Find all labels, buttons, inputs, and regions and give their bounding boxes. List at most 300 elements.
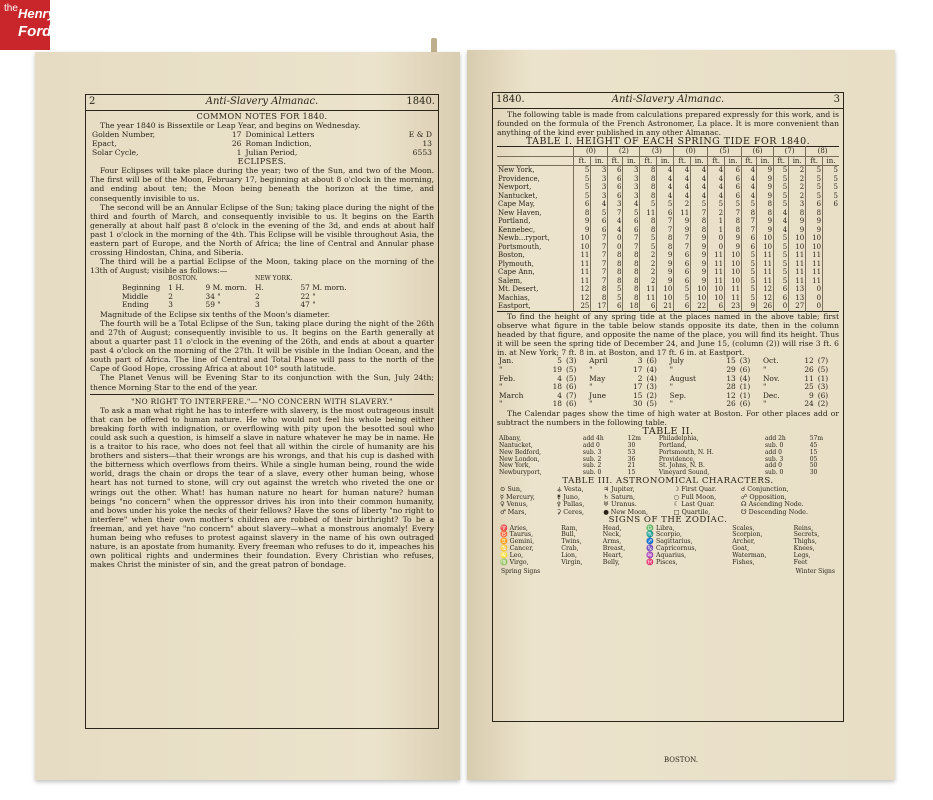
tide-cell: 10: [574, 234, 591, 243]
tide-cell: Eastport,: [498, 302, 531, 311]
tide-column-header: (7): [774, 147, 806, 157]
tide-cell: 5: [742, 294, 757, 303]
eclipse-cell: 22 ": [300, 291, 316, 301]
table3-cell: ☌ Conjunction,: [740, 485, 789, 494]
tide-row: [497, 217, 839, 226]
tide-cell: 11: [725, 285, 742, 294]
notes-cell: 6553: [412, 148, 432, 158]
tide-cell: 4: [657, 192, 674, 201]
tide-cell: 9: [742, 302, 757, 311]
tide-cell: 8: [591, 285, 608, 294]
tide-cell: 10: [757, 234, 774, 243]
tide-cell: [823, 226, 839, 235]
table2-cell: sub. 3: [764, 455, 784, 463]
tide-cell: Cape May,: [498, 200, 535, 209]
table3-cell: ♃ Jupiter,: [603, 485, 635, 494]
tide-cell: Boston,: [498, 251, 525, 260]
tide-unit-header: in.: [657, 156, 674, 166]
calendar-cell: 15: [633, 390, 643, 400]
calendar-cell: 12: [726, 390, 736, 400]
eclipse-header-cell: BOSTON.: [168, 275, 198, 283]
tide-cell: 7: [591, 234, 608, 243]
notes-cell: E & D: [408, 130, 432, 140]
tide-unit-header: ft.: [742, 156, 757, 166]
tide-table: [497, 146, 839, 312]
left-year: 1840.: [406, 96, 435, 107]
eclipse-cell: 47 ": [300, 300, 316, 310]
tide-cell: 7: [725, 209, 742, 218]
tide-cell: 10: [574, 243, 591, 252]
tide-cell: Portland,: [498, 217, 531, 226]
calendar-cell: 30: [633, 399, 643, 409]
table3-cell: ⚳ Ceres,: [556, 507, 585, 516]
tide-cell: 5: [742, 200, 757, 209]
table3-cell: ● New Moon,: [603, 507, 649, 516]
tide-cell: 5: [823, 175, 839, 184]
table2-cell: Providence,: [658, 455, 695, 463]
tide-cell: 8: [640, 175, 657, 184]
tide-cell: 8: [623, 294, 640, 303]
tide-cell: 8: [591, 294, 608, 303]
tide-cell: 12: [757, 294, 774, 303]
tide-cell: 4: [742, 175, 757, 184]
tide-cell: 4: [657, 166, 674, 175]
calendar-note: The Calendar pages show the time of high water at Boston. For other places add or subtract the numbers in the following table.: [497, 408, 839, 427]
table2-cell: New Bedford,: [499, 448, 542, 456]
tide-cell: Salem,: [498, 276, 523, 285]
tide-cell: 22: [691, 302, 708, 311]
tide-cell: 5: [640, 200, 657, 209]
tide-cell: 7: [591, 260, 608, 269]
tide-row: [497, 251, 839, 260]
table2-cell: 21: [627, 462, 636, 470]
tide-row: [497, 200, 839, 209]
eclipse-cell: 34 ": [205, 291, 221, 301]
essay-paragraph: To ask a man what right he has to interfere with slavery, is the most outrageous insult that can be offered to human nature. He who would not feel his whole being either breaking forth with indignation, or overflowing with pity upon the besotted soul who could ask such a question, is himself a slave in nature whatever he may be in name. He is a traitor to his race, who does not feel that all within the circle of humanity are his brothers and sisters—that their wrongs are his wrongs, and that his cup is dashed with the bitterness which overflows from theirs. While a single human being, round the wide world, drags the chain or drops the tear of a slave, every other human being, whose heart has not turned to stone, will cry out against the wretch who riveted the one or wrings out the other. What! has human nature no heart for human nature? human beings "no concern" when the oppressor drives his iron into their common humanity, and bows under his yoke the necks of their fellows? Have the sons of liberty "no right to interfere" when their own mother's children are robbed of their birthright? To be a freeman, and yet have "no concern" about slavery—what a monstrous anomaly! Every human being who refuses to protest against slavery in the name of his own outraged nature, is an apostate from humanity. Every freeman who refuses to do it, impeaches his own political rights and undermines their foundation. Every Christian who refuses, makes Christ the minister of sin, and the great patron of bondage.: [90, 405, 434, 570]
tide-cell: 12: [574, 294, 591, 303]
eclipse-paragraph: The third will be a partial Eclipse of the Moon, taking place on the morning of the 13th of August; visible as follows:—: [90, 257, 434, 276]
calendar-cell: (2): [817, 399, 829, 409]
tide-cell: 5: [591, 209, 608, 218]
zodiac-cell: Neck,: [602, 531, 622, 539]
eclipse-paragraph: Four Eclipses will take place during the year; two of the Sun, and two of the Moon. The first will be of the Moon, February 17, beginning at about 8 o'clock in the morning, and ending about ten; the Moon being beneath the horizon at the time, and consequently invisible to us.: [90, 166, 434, 203]
eclipse-cell: 1 H.: [168, 283, 185, 292]
table3-row: [497, 486, 839, 494]
calendar-cell: (5): [646, 399, 657, 409]
winter-signs-label: Winter Signs: [795, 567, 835, 575]
tide-row: [497, 166, 839, 175]
calendar-cell: (5): [565, 373, 577, 383]
tide-cell: 4: [691, 175, 708, 184]
tide-cell: 17: [591, 302, 608, 311]
calendar-cell: 18: [552, 399, 562, 409]
calendar-row: [497, 357, 839, 366]
tide-cell: 6: [623, 217, 640, 226]
tide-cell: 11: [640, 294, 657, 303]
tide-cell: Machias,: [498, 293, 530, 302]
tide-intro: The following table is made from calculations prepared expressly for this work, and is founded on the formula of the French Astronomer, La place. It is more convenient than anything of the kind ever published in any other Almanac.: [497, 110, 839, 138]
tide-cell: 9: [757, 192, 774, 201]
tide-cell: 11: [806, 268, 823, 277]
calendar-cell: (3): [739, 356, 751, 366]
tide-cell: 9: [806, 226, 823, 235]
tide-cell: 5: [574, 192, 591, 201]
tide-cell: 6: [742, 243, 757, 252]
table2-cell: 05: [809, 455, 818, 463]
tide-cell: 3: [623, 192, 640, 201]
tide-cell: 5: [640, 243, 657, 252]
table2-cell: Newburyport,: [499, 469, 542, 477]
table2-cell: 45: [809, 441, 818, 449]
tide-cell: 8: [640, 226, 657, 235]
tide-unit-header: ft.: [608, 156, 623, 166]
tide-cell: 8: [789, 209, 806, 218]
eclipse-cell: 9 M. morn.: [205, 283, 247, 292]
eclipse-paragraph: The second will be an Annular Eclipse of the Sun; taking place during the night of the third and fourth of March, and consequently invisible to us. It begins on the Earth generally at about half past 8 o'clock in the evening of the 3d, and ends at about half past 1 o'clock in the morning of the 4th. This Eclipse will be visible throughout Asia, the eastern part of Europe, and the North of Africa; the line of Central and Annular phase crossing Hindostan, China, and Siberia.: [90, 202, 434, 258]
tide-cell: 4: [774, 209, 789, 218]
tide-cell: 8: [742, 209, 757, 218]
tide-cell: 10: [708, 294, 725, 303]
calendar-cell: (6): [565, 382, 577, 392]
tide-cell: 6: [674, 277, 691, 286]
calendar-cell: Nov.: [762, 373, 780, 383]
tide-cell: 13: [789, 294, 806, 303]
tide-cell: [823, 268, 839, 277]
calendar-row: [497, 383, 839, 392]
calendar-cell: August: [669, 373, 696, 383]
zodiac-cell: Knees,: [793, 545, 815, 553]
tide-cell: 11: [640, 285, 657, 294]
tide-cell: 2: [789, 166, 806, 175]
tide-cell: 9: [757, 166, 774, 175]
tide-cell: 9: [757, 217, 774, 226]
tide-cell: 0: [806, 294, 823, 303]
tide-cell: 5: [806, 183, 823, 192]
zodiac-cell: Virgin,: [561, 559, 583, 567]
calendar-cell: 18: [552, 382, 562, 392]
logo-henry: Henry: [18, 6, 55, 21]
tide-cell: 4: [691, 192, 708, 201]
tide-row: [497, 183, 839, 192]
tide-cell: Nantucket,: [498, 191, 538, 200]
logo-the: the: [4, 3, 18, 14]
tide-cell: 4: [742, 192, 757, 201]
tide-cell: 2: [708, 209, 725, 218]
tide-cell: 9: [789, 217, 806, 226]
tide-cell: 11: [806, 251, 823, 260]
tide-cell: 4: [708, 183, 725, 192]
table2-cell: 53: [627, 448, 636, 456]
zodiac-cell: ♓ Pisces,: [646, 559, 678, 567]
tide-cell: 7: [591, 268, 608, 277]
calendar-cell: Feb.: [499, 373, 516, 383]
tide-cell: 11: [708, 277, 725, 286]
calendar-cell: (2): [646, 390, 657, 400]
tide-cell: 11: [640, 209, 657, 218]
zodiac-cell: ♊ Gemini,: [500, 538, 535, 546]
tide-cell: 11: [674, 209, 691, 218]
tide-cell: 8: [623, 277, 640, 286]
tide-cell: 5: [657, 200, 674, 209]
tide-cell: 5: [774, 200, 789, 209]
tide-cell: New Haven,: [498, 208, 542, 217]
notes-cell: Golden Number,: [92, 130, 156, 140]
calendar-cell: 4: [557, 373, 562, 383]
table3: [497, 486, 839, 516]
table3-cell: ☋ Descending Node.: [740, 507, 808, 516]
calendar-cell: 2: [637, 373, 643, 383]
zodiac-cell: ♐ Sagittarius,: [646, 538, 693, 546]
zodiac-cell: Belly,: [602, 559, 620, 567]
zodiac-heading: SIGNS OF THE ZODIAC.: [608, 515, 728, 526]
zodiac-cell: Scorpion,: [732, 531, 763, 539]
tide-row: [497, 277, 839, 286]
zodiac-cell: Head,: [602, 524, 622, 532]
tide-cell: 10: [789, 243, 806, 252]
notes-cell: 13: [422, 139, 432, 149]
tide-row: [497, 226, 839, 235]
tide-cell: 11: [574, 268, 591, 277]
calendar-cell: 17: [633, 382, 643, 392]
table2-cell: 36: [627, 455, 636, 463]
tide-cell: 3: [591, 175, 608, 184]
calendar-cell: (6): [817, 390, 829, 400]
tide-cell: 5: [574, 183, 591, 192]
table1-heading: TABLE I. HEIGHT OF EACH SPRING TIDE FOR 1840.: [525, 136, 811, 148]
tide-cell: 7: [742, 217, 757, 226]
tide-cell: 25: [574, 302, 591, 311]
tide-cell: 8: [640, 192, 657, 201]
tide-cell: 2: [789, 183, 806, 192]
tide-cell: 3: [623, 183, 640, 192]
tide-cell: 5: [742, 277, 757, 286]
tide-cell: 8: [608, 268, 623, 277]
calendar-cell: 28: [726, 382, 736, 392]
calendar-row: [497, 375, 839, 384]
tide-row: [497, 260, 839, 269]
table2-cell: add 0: [764, 448, 782, 456]
table3-cell: ♂ Mars,: [500, 507, 527, 516]
table2-cell: sub. 2: [582, 462, 602, 470]
tide-cell: 5: [823, 166, 839, 175]
tide-unit-header: ft.: [574, 156, 591, 166]
tide-cell: [823, 277, 839, 286]
tide-cell: Mt. Desert,: [498, 285, 539, 294]
tide-cell: 8: [608, 251, 623, 260]
calendar-cell: (1): [817, 373, 829, 383]
tide-cell: 0: [708, 243, 725, 252]
tide-cell: 2: [640, 268, 657, 277]
tide-cell: 8: [623, 285, 640, 294]
table2-cell: sub. 0: [764, 441, 784, 449]
tide-cell: 5: [774, 260, 789, 269]
tide-cell: 6: [608, 183, 623, 192]
eclipse-cell: Beginning: [122, 283, 161, 292]
tide-cell: 8: [640, 183, 657, 192]
zodiac-cell: Feet: [793, 559, 808, 567]
tide-cell: 3: [623, 166, 640, 175]
almanac-spread: [30, 38, 910, 793]
tide-cell: Cape Ann,: [498, 268, 535, 277]
table3-cell: ☽ First Quar.: [673, 485, 717, 494]
tide-cell: 9: [691, 268, 708, 277]
tide-unit-header: in.: [823, 156, 839, 166]
tide-cell: 9: [674, 217, 691, 226]
calendar-cell: ": [762, 364, 767, 374]
notes-cell: Roman Indiction,: [245, 139, 312, 149]
left-running-header: [86, 95, 438, 111]
table3-cell: ⚶ Vesta,: [556, 485, 584, 494]
calendar-cell: Oct.: [762, 356, 779, 366]
tide-cell: 8: [757, 200, 774, 209]
tide-cell: 18: [623, 302, 640, 311]
tide-cell: [823, 217, 839, 226]
zodiac-cell: Crab,: [561, 545, 579, 553]
zodiac-cell: ♉ Taurus,: [500, 531, 534, 539]
tide-cell: 1: [708, 217, 725, 226]
tide-cell: 11: [574, 251, 591, 260]
table2-cell: Portsmouth, N. H.: [658, 448, 714, 456]
calendar-cell: April: [589, 356, 608, 366]
calendar-cell: (4): [739, 373, 751, 383]
right-running-header: [493, 93, 843, 109]
tide-cell: 4: [708, 166, 725, 175]
table2-cell: sub. 2: [582, 455, 602, 463]
table3-cell: ☾ Last Quar.: [673, 500, 715, 509]
notes-cell: 26: [231, 139, 242, 149]
left-page-frame: [85, 94, 439, 729]
tide-cell: 7: [591, 277, 608, 286]
tide-cell: 9: [574, 226, 591, 235]
left-page: [35, 52, 460, 780]
zodiac-cell: Breast,: [602, 545, 626, 553]
eclipse-cell: 2: [168, 291, 173, 301]
table2-cell: Albany,: [499, 435, 522, 443]
eclipse-row: [118, 293, 351, 302]
tide-cell: 4: [774, 226, 789, 235]
notes-table: [90, 130, 434, 157]
calendar-cell: ": [499, 364, 503, 374]
tide-unit-header: in.: [591, 156, 608, 166]
tide-cell: 10: [725, 260, 742, 269]
tide-unit-header: in.: [623, 156, 640, 166]
table2-cell: 30: [809, 469, 818, 477]
tide-row: [497, 302, 839, 311]
tide-cell: 5: [725, 200, 742, 209]
calendar-cell: 19: [552, 364, 562, 374]
tide-cell: 2: [640, 251, 657, 260]
tide-cell: 11: [757, 277, 774, 286]
tide-cell: 12: [757, 285, 774, 294]
tide-cell: 10: [657, 285, 674, 294]
calendar-cell: 5: [557, 356, 562, 366]
tide-column-header: (2): [608, 147, 640, 157]
tide-cell: 3: [608, 200, 623, 209]
zodiac-cell: Lion,: [561, 552, 577, 560]
calendar-cell: (6): [739, 399, 751, 409]
tide-cell: 4: [657, 183, 674, 192]
zodiac-cell: ♑ Capricornus,: [646, 545, 697, 553]
tide-cell: 4: [742, 166, 757, 175]
notes-cell: Julian Period,: [245, 148, 298, 158]
eclipse-paragraph: Magnitude of the Eclipse six tenths of the Moon's diameter.: [100, 309, 330, 319]
tide-cell: 4: [708, 192, 725, 201]
tide-cell: 6: [674, 302, 691, 311]
tide-cell: 5: [774, 251, 789, 260]
tide-cell: 2: [674, 200, 691, 209]
tide-cell: 8: [725, 226, 742, 235]
tide-cell: 9: [725, 234, 742, 243]
tide-cell: 4: [608, 226, 623, 235]
tide-cell: 4: [591, 200, 608, 209]
zodiac-cell: ♍ Virgo,: [500, 559, 529, 567]
tide-cell: 0: [806, 302, 823, 311]
tide-cell: Plymouth,: [498, 259, 534, 268]
notes-row: [90, 130, 434, 139]
tide-cell: 9: [757, 183, 774, 192]
tide-cell: 7: [674, 234, 691, 243]
calendar-cell: Jan.: [499, 356, 514, 366]
tide-cell: 5: [742, 268, 757, 277]
zodiac-cell: Twins,: [561, 538, 582, 546]
tide-cell: 5: [623, 209, 640, 218]
tide-cell: [823, 260, 839, 269]
tide-cell: 6: [574, 200, 591, 209]
tide-cell: 6: [774, 294, 789, 303]
calendar-cell: 4: [557, 390, 562, 400]
tide-cell: 6: [657, 209, 674, 218]
tide-cell: 9: [574, 217, 591, 226]
tide-cell: 11: [708, 260, 725, 269]
tide-row: [497, 294, 839, 303]
tide-cell: 5: [742, 260, 757, 269]
tide-cell: 7: [623, 243, 640, 252]
tide-cell: 11: [574, 277, 591, 286]
right-page-number: 3: [833, 94, 840, 105]
zodiac-row: [497, 560, 839, 567]
table3-cell: ⊙ Sun,: [500, 485, 523, 494]
table2-cell: Nantucket,: [499, 441, 533, 449]
tide-cell: 5: [806, 192, 823, 201]
tide-cell: 8: [725, 217, 742, 226]
eclipse-cell: Ending: [122, 300, 149, 310]
tide-cell: 10: [657, 294, 674, 303]
tide-cell: 11: [789, 268, 806, 277]
calendar-cell: (3): [646, 382, 657, 392]
tide-unit-header: in.: [725, 156, 742, 166]
tide-cell: 9: [806, 217, 823, 226]
tide-cell: 5: [691, 200, 708, 209]
tide-cell: 4: [608, 217, 623, 226]
tide-row: [497, 243, 839, 252]
tide-cell: 11: [757, 251, 774, 260]
tide-cell: 6: [608, 302, 623, 311]
left-page-number: 2: [89, 96, 96, 107]
calendar-cell: 11: [804, 373, 814, 383]
tide-cell: 5: [823, 192, 839, 201]
right-page-body: [497, 110, 839, 719]
tide-cell: 11: [789, 260, 806, 269]
calendar-cell: ": [669, 399, 674, 409]
tide-column-header: (6): [742, 147, 774, 157]
tide-cell: 8: [657, 243, 674, 252]
tide-cell: 9: [657, 260, 674, 269]
notes-cell: Epact,: [92, 139, 117, 149]
calendar-cell: (6): [565, 399, 577, 409]
tide-cell: 10: [757, 243, 774, 252]
tide-cell: 4: [691, 183, 708, 192]
tide-column-header: (0): [674, 147, 708, 157]
